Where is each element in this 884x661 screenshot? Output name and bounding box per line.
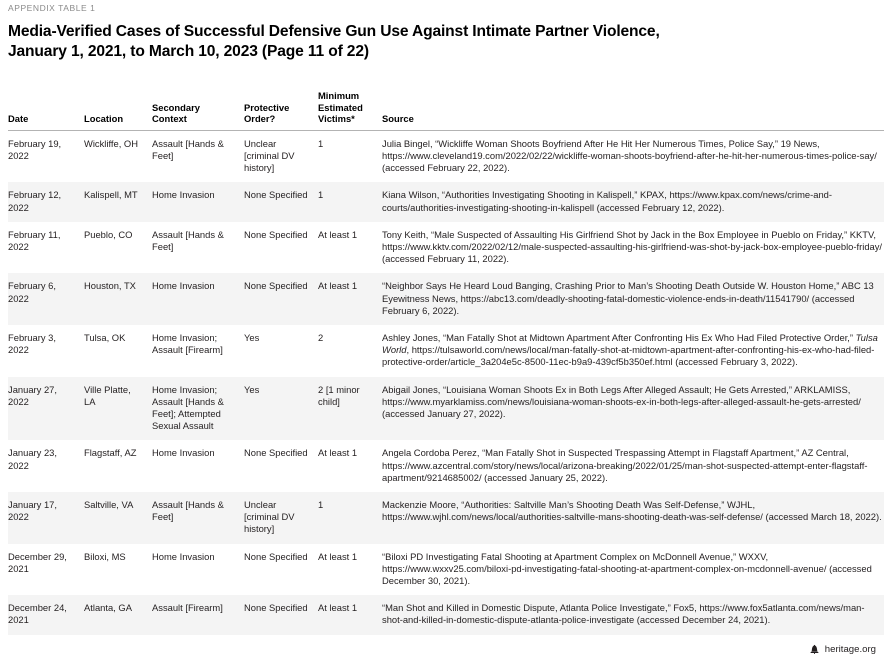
cell-source: “Man Shot and Killed in Domestic Dispute, Atlanta Police Investigate,” Fox5, https://www.fox5atlanta.com/news/man-shot-and-killed-in-domestic-dispute-atlanta-police-investigate (accessed December 24, 2021). xyxy=(382,595,884,634)
table-row xyxy=(8,492,884,544)
table-row xyxy=(8,544,884,596)
table-row xyxy=(8,377,884,441)
table-row xyxy=(8,222,884,274)
cell-minimum-estimated-victims: 1 xyxy=(318,492,382,544)
cell-date: February 3, 2022 xyxy=(8,332,56,356)
cell-secondary-context: Home Invasion xyxy=(152,182,244,221)
cell-source: “Neighbor Says He Heard Loud Banging, Crashing Prior to Man’s Shooting Death Outside W. Houston Home,” ABC 13 Eyewitness News, https://abc13.com/deadly-shooting-fatal-domestic-violence-ends-in-death/11541790/ (accessed February 6, 2022). xyxy=(382,273,884,325)
cell-location: Houston, TX xyxy=(84,273,152,325)
cell-protective-order: None Specified xyxy=(244,595,318,634)
cell-source: Julia Bingel, “Wickliffe Woman Shoots Boyfriend After He Hit Her Numerous Times, Police Say,” 19 News, https://www.cleveland19.com/2022/02/22/wickliffe-woman-shoots-boyfriend-after-he-hit-her-numerous-times-police-say/ (accessed February 22, 2022). xyxy=(382,137,877,174)
table-header xyxy=(8,90,884,130)
cell-protective-order: None Specified xyxy=(244,273,318,325)
cell-location: Saltville, VA xyxy=(84,492,152,544)
cell-minimum-estimated-victims: At least 1 xyxy=(318,550,358,562)
cell-protective-order: None Specified xyxy=(244,447,308,459)
cell-minimum-estimated-victims: At least 1 xyxy=(318,447,358,459)
cell-location: Wickliffe, OH xyxy=(84,137,138,149)
cell-location: Biloxi, MS xyxy=(84,550,126,562)
cell-location: Tulsa, OK xyxy=(84,332,126,344)
cell-date: December 29, 2021 xyxy=(8,550,67,574)
liberty-bell-icon xyxy=(809,644,820,655)
cell-minimum-estimated-victims: At least 1 xyxy=(318,228,358,240)
page-title-line-2: January 1, 2021, to March 10, 2023 (Page 11 of 22) xyxy=(8,43,369,60)
cell-date: January 23, 2022 xyxy=(8,447,57,471)
cell-source: Abigail Jones, “Louisiana Woman Shoots Ex in Both Legs After Alleged Assault; He Gets Arrested,” ARKLAMISS, https://www.myarklamiss.com/news/louisiana-woman-shoots-ex-in-both-legs-after-alleged-assault-he-gets-arrested/ (accessed January 27, 2022). xyxy=(382,377,884,441)
cell-location: Pueblo, CO xyxy=(84,228,133,240)
column-header-minimum-estimated-victims: Minimum Estimated Victims* xyxy=(318,90,382,130)
cell-protective-order: None Specified xyxy=(244,550,308,562)
cell-source: Tony Keith, “Male Suspected of Assaulting His Girlfriend Shot by Jack in the Box Employee in Pueblo on Friday,” KKTV, https://www.kktv.com/2022/02/12/male-suspected-assaulting-his-girlfriend-was-shot-by-jack-box-employee-pueblo-friday/ (accessed February 11, 2022). xyxy=(382,228,883,265)
page-title xyxy=(8,22,876,62)
footer-brand xyxy=(809,644,876,655)
cell-minimum-estimated-victims: At least 1 xyxy=(318,595,382,634)
cell-minimum-estimated-victims: 2 [1 minor child] xyxy=(318,377,382,441)
cell-protective-order: Yes xyxy=(244,377,318,441)
cell-secondary-context: Assault [Hands & Feet] xyxy=(152,228,224,252)
table-row xyxy=(8,440,884,492)
cell-source: Angela Cordoba Perez, “Man Fatally Shot in Suspected Trespassing Attempt in Flagstaff Apartment,” AZ Central, https://www.azcentral.com/story/news/local/arizona-breaking/2022/01/25/man-shot-suspected-attempt-enter-flagstaff-apartment/9214685002/ (accessed January 25, 2022). xyxy=(382,447,868,483)
footer-label: heritage.org xyxy=(824,644,876,655)
cell-location: Kalispell, MT xyxy=(84,182,152,221)
source-publication-name: Tulsa World xyxy=(382,332,878,356)
cell-date: January 27, 2022 xyxy=(8,377,84,441)
table-row xyxy=(8,273,884,325)
table-row xyxy=(8,130,884,182)
cell-date: February 6, 2022 xyxy=(8,273,84,325)
cell-protective-order: None Specified xyxy=(244,182,318,221)
cell-secondary-context: Assault [Hands & Feet] xyxy=(152,137,224,161)
cell-protective-order: Yes xyxy=(244,332,260,344)
cell-secondary-context: Home Invasion; Assault [Hands & Feet]; Attempted Sexual Assault xyxy=(152,377,244,441)
column-header-protective-order: Protective Order? xyxy=(244,90,318,130)
cell-date: February 19, 2022 xyxy=(8,137,62,161)
cell-secondary-context: Home Invasion; Assault [Firearm] xyxy=(152,332,223,356)
cell-location: Flagstaff, AZ xyxy=(84,447,137,459)
cell-protective-order: Unclear [criminal DV history] xyxy=(244,137,295,174)
cell-date: January 17, 2022 xyxy=(8,492,84,544)
table-row xyxy=(8,182,884,221)
cell-minimum-estimated-victims: 2 xyxy=(318,332,324,344)
cell-minimum-estimated-victims: 1 xyxy=(318,137,324,149)
cell-date: February 12, 2022 xyxy=(8,182,84,221)
cell-secondary-context: Home Invasion xyxy=(152,273,244,325)
cell-source: “Biloxi PD Investigating Fatal Shooting at Apartment Complex on McDonnell Avenue,” WXXV, https://www.wxxv25.com/biloxi-pd-investigating-fatal-shooting-at-apartment-complex-on-mcdonnell-avenue/ (accessed December 30, 2021). xyxy=(382,550,872,587)
cell-date: December 24, 2021 xyxy=(8,595,84,634)
cell-minimum-estimated-victims: At least 1 xyxy=(318,273,382,325)
appendix-table xyxy=(8,90,884,635)
table-row xyxy=(8,325,884,377)
column-header-location: Location xyxy=(84,90,152,130)
cell-secondary-context: Assault [Firearm] xyxy=(152,595,244,634)
cell-protective-order: None Specified xyxy=(244,228,308,240)
cell-protective-order: Unclear [criminal DV history] xyxy=(244,492,318,544)
cell-secondary-context: Home Invasion xyxy=(152,447,215,459)
table-row xyxy=(8,595,884,634)
cell-location: Atlanta, GA xyxy=(84,595,152,634)
column-header-date: Date xyxy=(8,90,84,130)
cell-source: Kiana Wilson, “Authorities Investigating Shooting in Kalispell,” KPAX, https://www.kpax.com/news/crime-and-courts/authorities-investigating-shooting-in-kalispell (accessed February 12, 2022). xyxy=(382,182,884,221)
cell-secondary-context: Home Invasion xyxy=(152,550,215,562)
cell-location: Ville Platte, LA xyxy=(84,377,152,441)
eyebrow-label: APPENDIX TABLE 1 xyxy=(8,3,96,13)
cell-minimum-estimated-victims: 1 xyxy=(318,182,382,221)
column-header-source: Source xyxy=(382,90,884,130)
page-title-line-1: Media-Verified Cases of Successful Defensive Gun Use Against Intimate Partner Violence, xyxy=(8,23,660,40)
column-header-secondary-context: Secondary Context xyxy=(152,90,244,130)
cell-date: February 11, 2022 xyxy=(8,228,61,252)
table-body xyxy=(8,130,884,634)
table-header-row xyxy=(8,90,884,130)
cell-source: Mackenzie Moore, “Authorities: Saltville Man’s Shooting Death Was Self-Defense,” WJHL, https://www.wjhl.com/news/local/authorities-saltville-mans-shooting-death-was-self-defense/ (accessed March 18, 2022). xyxy=(382,492,884,544)
cell-source: Ashley Jones, “Man Fatally Shot at Midtown Apartment After Confronting His Ex Who Had Filed Protective Order,” Tulsa World, https://tulsaworld.com/news/local/man-fatally-shot-at-midtown-apartment-after-confronting-his-ex-who-had-filed-protective-order/article_3a204e5c-8500-11ec-b9a9-439cf5b350ef.html (accessed February 3, 2022). xyxy=(382,332,878,368)
cell-secondary-context: Assault [Hands & Feet] xyxy=(152,492,244,544)
